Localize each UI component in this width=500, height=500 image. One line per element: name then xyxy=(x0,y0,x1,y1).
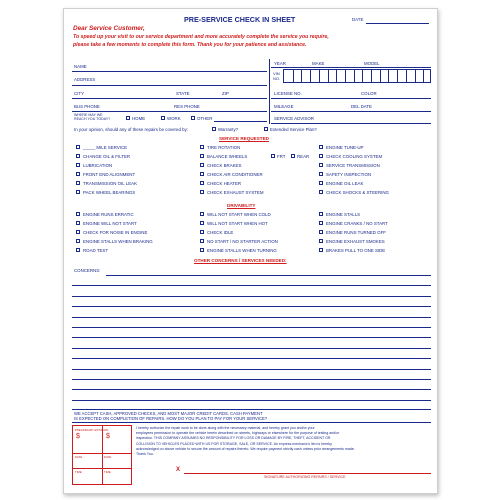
del-date-label: DEL DATE xyxy=(351,104,372,109)
drivability-item-label: ENGINE RUNS ERRATIC xyxy=(83,212,134,217)
service-item-label: CHECK AIR CONDITIONER xyxy=(207,172,263,177)
service-item-label: SAFETY INSPECTION xyxy=(326,172,372,177)
drivability-item-label: CHECK FOR NOISE IN ENGINE xyxy=(83,230,148,235)
vin-box-divider xyxy=(319,70,320,83)
warranty-checkbox[interactable] xyxy=(212,127,216,131)
drivability-item-label: ENGINE STALLS xyxy=(326,212,361,217)
estimate-dollar-2: $ xyxy=(106,433,110,440)
service-item-checkbox[interactable] xyxy=(200,145,204,149)
vin-box-divider xyxy=(397,70,398,83)
coverage-question: In your opinion, should any of these repairs be covered by: xyxy=(74,127,188,132)
drivability-item-checkbox[interactable] xyxy=(200,212,204,216)
concern-line[interactable] xyxy=(72,389,431,390)
concern-line[interactable] xyxy=(72,337,431,338)
estimate-date-label-2: DATE xyxy=(104,455,112,459)
concern-line[interactable] xyxy=(72,379,431,380)
concern-line[interactable] xyxy=(106,275,431,276)
estimate-box xyxy=(72,425,132,485)
drivability-item-checkbox[interactable] xyxy=(200,239,204,243)
service-item-label: CHECK HEATER xyxy=(207,181,242,186)
service-item-checkbox[interactable] xyxy=(76,190,80,194)
work-label: WORK xyxy=(167,116,181,121)
drivability-item-checkbox[interactable] xyxy=(76,230,80,234)
bus-phone-label: BUS PHONE xyxy=(74,104,100,109)
drivability-item-label: ENGINE EXHAUST SMOKES xyxy=(326,239,385,244)
drivability-item-checkbox[interactable] xyxy=(319,248,323,252)
drivability-item-label: NO START / NO STARTER ACTION xyxy=(207,239,278,244)
drivability-item-checkbox[interactable] xyxy=(319,239,323,243)
license-label: LICENSE NO. xyxy=(274,91,302,96)
service-item-label: TIRE ROTATION xyxy=(207,145,241,150)
drivability-item-checkbox[interactable] xyxy=(319,230,323,234)
greeting: Dear Service Customer, xyxy=(73,25,145,32)
vin-label-2: NO. xyxy=(273,76,281,81)
color-label: COLOR xyxy=(361,91,377,96)
concern-line[interactable] xyxy=(72,400,431,401)
service-requested-heading: SERVICE REQUESTED xyxy=(219,136,269,141)
vin-box-divider xyxy=(310,70,311,83)
drivability-item-label: ENGINE STALLS WHEN TURNING xyxy=(207,248,277,253)
reach-field[interactable] xyxy=(214,121,267,122)
service-item-checkbox[interactable] xyxy=(319,172,323,176)
authorization-line: inspection. THIS COMPANY ASSUMES NO RESPONSIBILITY FOR LOSS OR DAMAGE BY FIRE, THEFT, ACCIDENT OR xyxy=(136,436,331,441)
check-in-sheet xyxy=(63,8,438,494)
vin-box-divider xyxy=(371,70,372,83)
license-color-field[interactable] xyxy=(271,98,431,99)
drivability-item-label: ENGINE WILL NOT START xyxy=(83,221,137,226)
reach-label-1: WHERE MAY WE xyxy=(74,113,103,117)
vin-box-divider xyxy=(336,70,337,83)
other-checkbox[interactable] xyxy=(191,116,195,120)
vin-box-divider xyxy=(406,70,407,83)
concern-line[interactable] xyxy=(72,285,431,286)
service-item-label: BALANCE WHEELS xyxy=(207,154,248,159)
service-item-label: FRONT END ALIGNMENT xyxy=(83,172,136,177)
service-item-checkbox[interactable] xyxy=(200,181,204,185)
service-item-checkbox[interactable] xyxy=(76,163,80,167)
authorization-line: Thank You. xyxy=(136,452,154,456)
estimate-date-label: DATE xyxy=(75,455,83,459)
authorization-line: acknowledged on above vehicle to secure the amount of repairs thereto. We require payment strictly cash unless prior arrangements made. xyxy=(136,446,355,451)
extended-plan-checkbox[interactable] xyxy=(264,127,268,131)
service-item-label: CHECK EXHAUST SYSTEM xyxy=(207,190,264,195)
drivability-item-checkbox[interactable] xyxy=(319,212,323,216)
drivability-item-checkbox[interactable] xyxy=(76,239,80,243)
year-label: YEAR xyxy=(274,61,286,66)
vin-box-divider xyxy=(328,70,329,83)
authorization-line: COLLISION TO VEHICLES PLACED WITH US FOR STORAGE, SALE, OR SERVICE. An express mechanic's lien is hereby xyxy=(136,441,332,446)
service-item-label: TRANSMISSION OIL LEAK xyxy=(83,181,138,186)
drivability-item-checkbox[interactable] xyxy=(76,248,80,252)
res-phone-label: RES PHONE xyxy=(174,104,200,109)
vin-box-divider xyxy=(388,70,389,83)
advisor-field[interactable] xyxy=(271,123,431,124)
concern-line[interactable] xyxy=(72,306,431,307)
service-item-checkbox[interactable] xyxy=(76,172,80,176)
name-field[interactable] xyxy=(72,71,267,72)
intro-line-2: please take a few moments to complete this form. Thank you for your patience and assistance. xyxy=(73,42,307,48)
drivability-item-checkbox[interactable] xyxy=(200,221,204,225)
rear-checkbox[interactable] xyxy=(291,154,295,158)
service-item-checkbox[interactable] xyxy=(200,163,204,167)
vin-box-divider xyxy=(293,70,294,83)
service-item-checkbox[interactable] xyxy=(200,154,204,158)
vin-box-row[interactable] xyxy=(283,69,431,83)
home-label: HOME xyxy=(132,116,146,121)
other-concerns-heading: OTHER CONCERNS / SERVICES NEEDED: xyxy=(194,258,287,263)
preliminary-estimate-label: PRELIMINARY ESTIMATE xyxy=(75,428,109,432)
vin-box-divider xyxy=(301,70,302,83)
city-label: CITY xyxy=(74,91,85,96)
drivability-item-label: ENGINE CRANKS / NO START xyxy=(326,221,388,226)
form-title: PRE-SERVICE CHECK IN SHEET xyxy=(184,15,296,24)
mileage-field[interactable] xyxy=(271,111,431,112)
drivability-item-label: CHECK IDLE xyxy=(207,230,234,235)
reach-label-2: REACH YOU TODAY? xyxy=(74,117,111,121)
service-item-checkbox[interactable] xyxy=(76,145,80,149)
drivability-item-checkbox[interactable] xyxy=(200,248,204,252)
estimate-time-label: TIME xyxy=(75,470,82,474)
drivability-item-label: WILL NOT START WHEN HOT xyxy=(207,221,268,226)
mileage-label: MILEAGE xyxy=(274,104,294,109)
other-label: OTHER xyxy=(197,116,213,121)
vin-box-divider xyxy=(345,70,346,83)
service-item-label: CHECK BRAKES xyxy=(207,163,242,168)
front-label: FRT xyxy=(277,154,286,159)
vin-box-divider xyxy=(354,70,355,83)
authorization-line: employees permission to operate the vehicle herein described on streets, highways or elsewhere for the purpose of testing and/or xyxy=(136,431,340,436)
model-label: MODEL xyxy=(364,61,380,66)
service-item-label: CHECK COOLING SYSTEM xyxy=(326,154,383,159)
service-item-checkbox[interactable] xyxy=(76,181,80,185)
concern-line[interactable] xyxy=(72,327,431,328)
year-make-model-field[interactable] xyxy=(271,67,431,68)
payment-line-1: WE ACCEPT CASH, APPROVED CHECKS, AND MOST MAJOR CREDIT CARDS. CASH PAYMENT xyxy=(74,411,263,416)
service-item-label: CHANGE OIL & FILTER xyxy=(83,154,131,159)
service-item-label: PACK WHEEL BEARINGS xyxy=(83,190,136,195)
estimate-time-label-2: TIME xyxy=(104,470,111,474)
phone-field[interactable] xyxy=(72,111,267,112)
concern-line[interactable] xyxy=(72,317,431,318)
signature-x: X xyxy=(176,467,181,473)
make-label: MAKE xyxy=(312,61,325,66)
drivability-item-label: ROAD TEST xyxy=(83,248,109,253)
city-state-zip-field[interactable] xyxy=(72,98,267,99)
service-item-label: LUBRICATION xyxy=(83,163,113,168)
service-item-checkbox[interactable] xyxy=(200,172,204,176)
block-divider xyxy=(269,59,270,124)
signature-line[interactable] xyxy=(184,473,431,474)
service-item-checkbox[interactable] xyxy=(76,154,80,158)
service-item-label: _____ MILE SERVICE xyxy=(83,145,128,150)
service-item-checkbox[interactable] xyxy=(319,190,323,194)
vin-box-divider xyxy=(380,70,381,83)
service-item-checkbox[interactable] xyxy=(319,181,323,185)
address-field[interactable] xyxy=(72,85,267,86)
date-label: DATE xyxy=(352,17,364,22)
drivability-item-checkbox[interactable] xyxy=(76,212,80,216)
drivability-item-label: ENGINE RUNS TURNED OFF xyxy=(326,230,386,235)
drivability-item-checkbox[interactable] xyxy=(319,221,323,225)
payment-line-2: IS EXPECTED ON COMPLETION OF REPAIRS. HOW DO YOU PLAN TO PAY FOR YOUR SERVICE? xyxy=(74,416,268,421)
home-checkbox[interactable] xyxy=(126,116,130,120)
drivability-item-label: BRAKES PULL TO ONE SIDE xyxy=(326,248,386,253)
estimate-dollar-1: $ xyxy=(76,433,80,440)
state-label: STATE xyxy=(176,91,190,96)
drivability-item-label: ENGINE STALLS WHEN BRAKING xyxy=(83,239,153,244)
service-item-label: CHECK SHOCKS & STEERING xyxy=(326,190,389,195)
advisor-label: SERVICE ADVISOR xyxy=(274,116,314,121)
service-item-checkbox[interactable] xyxy=(319,145,323,149)
concern-line[interactable] xyxy=(72,296,431,297)
name-label: NAME xyxy=(74,64,87,69)
rear-label: REAR xyxy=(297,154,310,159)
service-item-label: ENGINE TUNE-UP xyxy=(326,145,364,150)
drivability-item-checkbox[interactable] xyxy=(200,230,204,234)
service-item-label: ENGINE OIL LEAK xyxy=(326,181,364,186)
vin-box-divider xyxy=(415,70,416,83)
vin-box-divider xyxy=(423,70,424,83)
payment-top-rule xyxy=(72,409,431,410)
concerns-label: CONCERNS: xyxy=(74,268,101,273)
zip-label: ZIP xyxy=(222,91,229,96)
concern-line[interactable] xyxy=(72,358,431,359)
service-item-checkbox[interactable] xyxy=(319,154,323,158)
service-item-checkbox[interactable] xyxy=(200,190,204,194)
authorization-line: I hereby authorize the repair work to be done along with the necessary material, and hereby grant you and/or your xyxy=(136,426,315,430)
intro-line-1: To speed up your visit to our service department and more accurately complete the service you require, xyxy=(73,34,329,40)
signature-caption: SIGNATURE AUTHORIZING REPAIRS / SERVICE xyxy=(264,475,346,479)
payment-field[interactable] xyxy=(72,422,431,423)
service-item-checkbox[interactable] xyxy=(319,163,323,167)
drivability-item-label: WILL NOT START WHEN COLD xyxy=(207,212,271,217)
drivability-heading: DRIVABILITY xyxy=(227,203,256,208)
concern-line[interactable] xyxy=(72,348,431,349)
vin-box-divider xyxy=(362,70,363,83)
warranty-label: Warranty? xyxy=(218,127,239,132)
work-checkbox[interactable] xyxy=(161,116,165,120)
date-field[interactable] xyxy=(366,23,429,24)
address-label: ADDRESS xyxy=(74,77,96,82)
drivability-item-checkbox[interactable] xyxy=(76,221,80,225)
concern-line[interactable] xyxy=(72,369,431,370)
front-checkbox[interactable] xyxy=(271,154,275,158)
extended-plan-label: Extended Service Plan? xyxy=(270,127,317,132)
vin-label-1: VIN xyxy=(273,71,280,76)
service-item-label: SERVICE TRANSMISSION xyxy=(326,163,380,168)
